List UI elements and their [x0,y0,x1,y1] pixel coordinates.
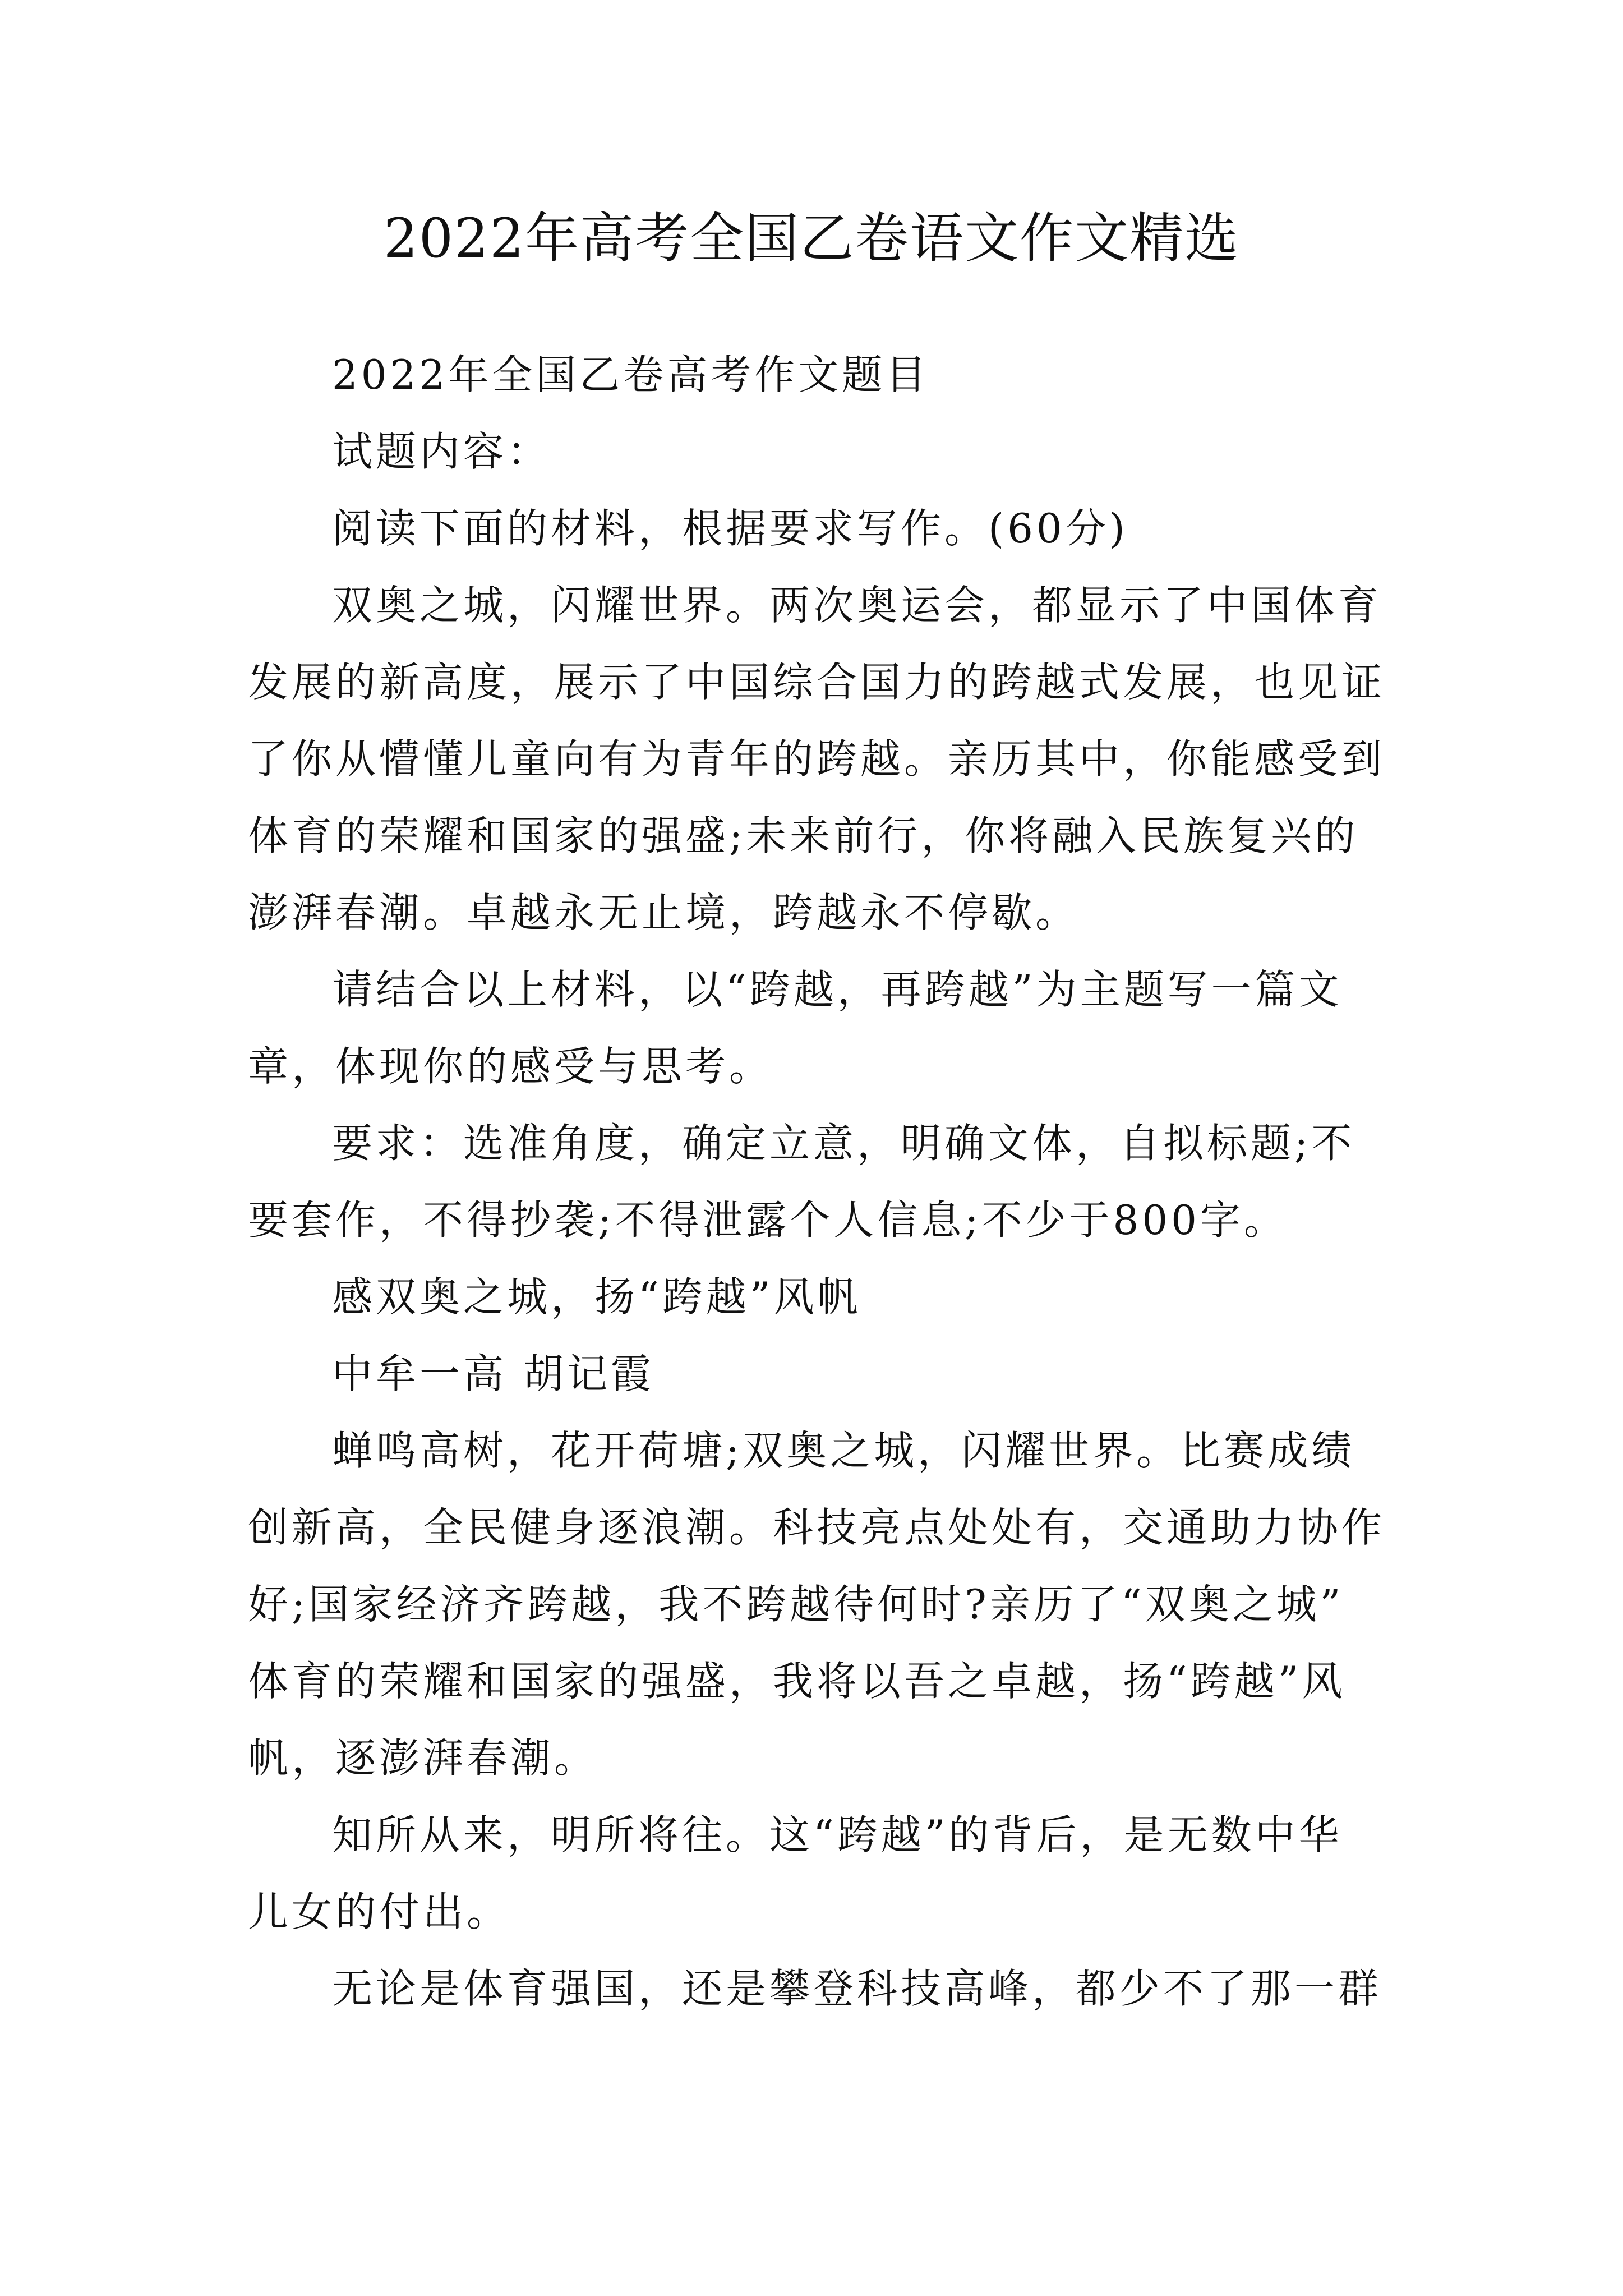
text-line: 要套作，不得抄袭;不得泄露个人信息;不少于800字。 [248,1197,1288,1244]
text-line: 发展的新高度，展示了中国综合国力的跨越式发展，也见证 [248,659,1386,706]
document-body [248,337,1386,2027]
text-line: 无论是体育强国，还是攀登科技高峰，都少不了那一群 [332,1965,1382,2012]
text-line: 知所从来，明所将往。这“跨越”的背后，是无数中华 [332,1811,1343,1858]
text-line: 双奥之城，闪耀世界。两次奥运会，都显示了中国体育 [332,582,1382,629]
text-line: 儿女的付出。 [248,1888,511,1935]
text-line: 要求：选准角度，确定立意，明确文体，自拟标题;不 [332,1120,1355,1167]
essay-title: 感双奥之城，扬“跨越”风帆 [332,1273,861,1320]
text-line: 创新高，全民健身逐浪潮。科技亮点处处有，交通助力协作 [248,1504,1386,1551]
text-line: 澎湃春潮。卓越永无止境，跨越永不停歇。 [248,889,1080,936]
text-line: 2022年全国乙卷高考作文题目 [332,351,930,398]
text-line: 章，体现你的感受与思考。 [248,1043,773,1090]
text-line: 阅读下面的材料，根据要求写作。(60分) [332,505,1128,552]
text-line: 体育的荣耀和国家的强盛;未来前行，你将融入民族复兴的 [248,812,1359,859]
text-line: 试题内容： [332,428,551,475]
document-title: 2022年高考全国乙卷语文作文精选 [383,207,1240,270]
text-line: 请结合以上材料，以“跨越，再跨越”为主题写一篇文 [332,966,1343,1013]
essay-author: 中牟一高 胡记霞 [332,1350,654,1397]
text-line: 帆，逐澎湃春潮。 [248,1734,598,1782]
text-line: 好;国家经济齐跨越，我不跨越待何时?亲历了“双奥之城” [248,1581,1344,1628]
text-line: 了你从懵懂儿童向有为青年的跨越。亲历其中，你能感受到 [248,735,1386,783]
text-line: 蝉鸣高树，花开荷塘;双奥之城，闪耀世界。比赛成绩 [332,1427,1355,1474]
text-line: 体育的荣耀和国家的强盛，我将以吾之卓越，扬“跨越”风 [248,1658,1346,1705]
